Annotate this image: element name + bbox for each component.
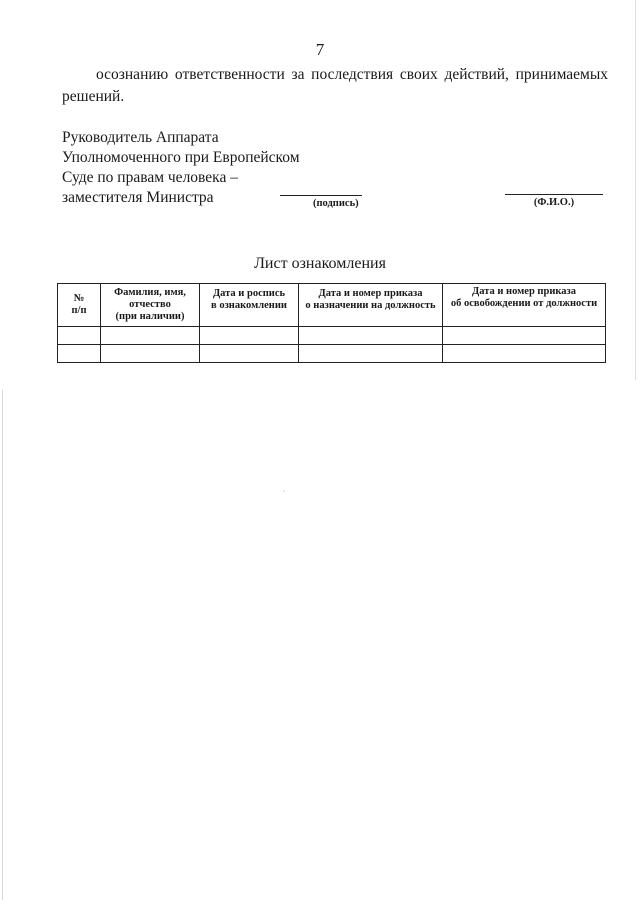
column-header-date-signature: Дата и роспись в ознакомлении	[200, 284, 299, 327]
closing-paragraph	[62, 64, 608, 108]
signature-caption: (подпись)	[313, 198, 359, 209]
column-header-number: № п/п	[58, 284, 101, 327]
table-cell	[299, 345, 443, 363]
name-caption: (Ф.И.О.)	[533, 197, 575, 208]
table-row	[58, 327, 606, 345]
table-header-row	[58, 284, 606, 327]
column-header-appointment-order: Дата и номер приказа о назначении на должность	[299, 284, 443, 327]
table-cell	[443, 345, 606, 363]
signatory-line-4: заместителя Министра	[62, 189, 214, 206]
signatory-title	[62, 128, 300, 208]
table-cell	[299, 327, 443, 345]
table-cell	[58, 345, 101, 363]
paragraph-line-2: решений.	[62, 88, 125, 105]
signatory-line-3: Суде по правам человека –	[62, 169, 238, 186]
table-cell	[101, 327, 200, 345]
acknowledgement-table	[57, 283, 606, 363]
scan-speck	[283, 490, 285, 492]
column-header-full-name: Фамилия, имя, отчество (при наличии)	[101, 284, 200, 327]
paragraph-line-1: осознанию ответственности за последствия своих действий, принимаемых	[96, 66, 608, 83]
signatory-line-2: Уполномоченного при Европейском	[62, 149, 300, 166]
table-cell	[200, 327, 299, 345]
table-cell	[58, 327, 101, 345]
column-header-dismissal-order: Дата и номер приказа об освобождении от должности	[443, 284, 606, 327]
name-blank-line	[505, 194, 603, 195]
scan-edge-left	[2, 390, 3, 900]
table-cell	[200, 345, 299, 363]
table-cell	[101, 345, 200, 363]
table-cell	[443, 327, 606, 345]
acknowledgement-sheet-title: Лист ознакомления	[254, 255, 386, 272]
signatory-line-1: Руководитель Аппарата	[62, 129, 219, 146]
table-row	[58, 345, 606, 363]
page-number: 7	[315, 40, 325, 59]
signature-blank-line	[280, 195, 362, 196]
